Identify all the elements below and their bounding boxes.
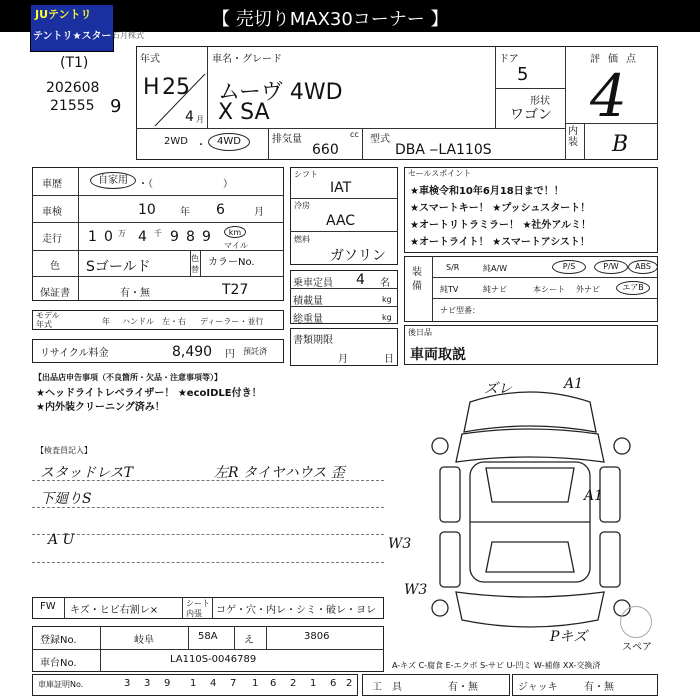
cert-digit: 9 bbox=[164, 678, 171, 689]
car-diagram bbox=[400, 372, 662, 640]
sales-point-line: ★オートライト！ ★スマートアシスト！ bbox=[410, 237, 590, 248]
tools-label: 工具 bbox=[372, 682, 412, 693]
displacement-unit: cc bbox=[350, 130, 359, 139]
inspector-note: 下廻りS bbox=[40, 491, 92, 507]
recycle-deposit: 預託済 bbox=[243, 347, 267, 356]
equip-airbag: エアB bbox=[616, 281, 650, 295]
interior-value: B bbox=[612, 132, 629, 157]
cert-digit: 3 bbox=[124, 678, 131, 689]
registration-pref: 岐阜 bbox=[134, 635, 154, 646]
banner-title: 【 売切りMAX30コーナー 】 bbox=[212, 9, 449, 30]
company-stamp: 石月株式 bbox=[112, 31, 144, 40]
equip-pw: P/W bbox=[594, 260, 628, 274]
drive-opt1: 2WD bbox=[164, 136, 188, 147]
inspector-note: 左R タイヤハウス 歪 bbox=[214, 465, 345, 481]
mileage-label: 走行 bbox=[42, 234, 62, 245]
fw-seat-text: コゲ・穴・内レ・シミ・破レ・ヨレ bbox=[216, 605, 376, 616]
sales-point-line: ★オートリトラミラー！ ★社外アルミ！ bbox=[410, 220, 592, 231]
color-change-2: 替 bbox=[191, 265, 199, 274]
shift-value: IAT bbox=[330, 180, 352, 196]
cert-digit: 6 bbox=[270, 678, 277, 689]
drive-sep: ・ bbox=[196, 140, 206, 151]
history-rest: ・（ ） bbox=[138, 179, 233, 190]
doc-deadline-month: 月 bbox=[338, 354, 348, 365]
car-name-label: 車名・グレード bbox=[212, 54, 282, 65]
equip-seat: 本シート bbox=[533, 285, 565, 294]
inspection-month-unit: 月 bbox=[254, 207, 264, 218]
cert-digit: 2 bbox=[290, 678, 297, 689]
year-month-unit: 月 bbox=[196, 115, 204, 124]
diagram-mark-slip: ズレ bbox=[484, 381, 512, 397]
spare-label: スペア bbox=[622, 642, 652, 653]
diagram-mark-a1-side: A1 bbox=[584, 488, 604, 504]
inspection-year: 10 bbox=[138, 202, 156, 218]
fuel-label: 燃料 bbox=[294, 235, 310, 244]
jack-label: ジャッキ bbox=[518, 682, 558, 693]
mileage-d2: 0 bbox=[104, 229, 113, 245]
warranty-label: 保証書 bbox=[40, 288, 70, 299]
grade-score-label: 評価点 bbox=[590, 54, 644, 65]
gross-label: 総重量 bbox=[293, 314, 323, 325]
equip-ps: P/S bbox=[552, 260, 586, 274]
cert-digit: 7 bbox=[230, 678, 237, 689]
cert-digit: 1 bbox=[190, 678, 197, 689]
shift-label: シフト bbox=[294, 170, 318, 179]
equip-abs: ABS bbox=[628, 260, 658, 274]
color-label: 色 bbox=[50, 261, 60, 272]
cert-digit: 3 bbox=[144, 678, 151, 689]
equipment-label: 装備 bbox=[412, 267, 422, 292]
logo-line1: JUテントリ bbox=[35, 8, 92, 21]
doors-label: ドア bbox=[499, 54, 519, 65]
mileage-km: km bbox=[224, 226, 246, 238]
inspection-label: 車検 bbox=[42, 207, 62, 218]
fw-seat-label2: 内張 bbox=[186, 609, 202, 618]
lot-number2: 21555 bbox=[50, 98, 95, 114]
inspector-label: 【検査員記入】 bbox=[36, 446, 92, 455]
inspection-month: 6 bbox=[216, 202, 225, 218]
recycle-unit: 円 bbox=[225, 349, 235, 360]
fuel-value: ガソリン bbox=[330, 248, 386, 264]
fw-text: キズ・ヒビ右割レ× bbox=[70, 605, 159, 616]
equip-tv: 純TV bbox=[440, 285, 459, 294]
lot-number1: 202608 bbox=[46, 80, 100, 96]
model-year-label2: 年式 bbox=[36, 320, 52, 329]
mileage-d3: 4 bbox=[138, 229, 147, 245]
logo bbox=[30, 4, 114, 52]
displacement-label: 排気量 bbox=[272, 134, 302, 145]
color-change-1: 色 bbox=[191, 254, 199, 263]
interior-label: 内装 bbox=[568, 126, 578, 148]
equip-sr: S/R bbox=[446, 263, 460, 272]
equip-aw: 純A/W bbox=[483, 264, 508, 273]
mileage-d5: 8 bbox=[186, 229, 195, 245]
lot-digit: 9 bbox=[110, 96, 122, 117]
jack-value: 有・無 bbox=[584, 682, 614, 693]
car-grade: X SA bbox=[218, 100, 270, 125]
cert-digit: 1 bbox=[310, 678, 317, 689]
diagram-mark-w3-bottom: W3 bbox=[404, 582, 428, 598]
year-era: H bbox=[143, 75, 160, 100]
year-label: 年式 bbox=[140, 54, 160, 65]
drive-opt2: 4WD bbox=[208, 133, 250, 151]
shape-value: ワゴン bbox=[510, 107, 552, 123]
recycle-label: リサイクル料金 bbox=[40, 348, 109, 359]
tools-value: 有・無 bbox=[448, 682, 478, 693]
chassis-label: 車台No. bbox=[40, 658, 77, 669]
inspection-year-unit: 年 bbox=[180, 207, 190, 218]
aircon-label: 冷房 bbox=[294, 201, 310, 210]
later-date-value: 車両取説 bbox=[410, 347, 466, 363]
year-divider bbox=[150, 72, 210, 128]
shape-label: 形状 bbox=[530, 96, 550, 107]
chassis-value: LA110S-0046789 bbox=[170, 654, 257, 665]
fw-label: FW bbox=[40, 601, 56, 612]
model-year-handle: ハンドル 左・右 bbox=[122, 317, 186, 326]
sales-point-line: ★車検令和10年6月18日まで！！ bbox=[410, 186, 564, 197]
gross-unit: kg bbox=[382, 313, 392, 322]
inspector-note: スタッドレスT bbox=[40, 465, 133, 481]
inspector-note: A U bbox=[48, 532, 75, 548]
cert-digit: 4 bbox=[210, 678, 217, 689]
history-value: 自家用 bbox=[90, 172, 136, 189]
mileage-d1: 1 bbox=[88, 229, 97, 245]
history-label: 車歴 bbox=[42, 179, 62, 190]
mileage-d6: 9 bbox=[202, 229, 211, 245]
capacity-label: 乗車定員 bbox=[293, 278, 333, 289]
displacement-value: 660 bbox=[312, 142, 339, 158]
sales-points-label: セールスポイント bbox=[408, 169, 472, 178]
registration-kana: え bbox=[244, 635, 254, 646]
capacity-value: 4 bbox=[356, 272, 365, 288]
year-month: 4 bbox=[185, 109, 194, 125]
equip-ext-navi: 外ナビ bbox=[576, 285, 600, 294]
damage-legend: A-キズ C-腐食 E-エクボ S-サビ U-凹ミ W-補修 XX-交換済 bbox=[392, 661, 601, 670]
model-year-label1: モデル bbox=[36, 311, 60, 320]
cert-digit: 1 bbox=[252, 678, 259, 689]
logo-line2: テントリ★スター bbox=[33, 31, 112, 42]
model-label: 型式 bbox=[370, 134, 390, 145]
sales-point-line: ★スマートキー！ ★プッシュスタート！ bbox=[410, 203, 591, 214]
cert-label: 車庫証明No. bbox=[38, 680, 84, 689]
model-value: DBA ‒LA110S bbox=[395, 142, 492, 158]
fw-seat-label1: シート bbox=[186, 599, 210, 608]
color-no-label: カラーNo. bbox=[208, 257, 255, 268]
doors-value: 5 bbox=[517, 64, 529, 85]
grade-score-value: 4 bbox=[590, 62, 627, 130]
exhibitor-line: ★内外装クリーニング済み！ bbox=[36, 402, 165, 413]
registration-num: 3806 bbox=[304, 631, 330, 642]
mileage-man: 万 bbox=[118, 229, 126, 238]
model-year-dealer: ディーラー・並行 bbox=[200, 317, 264, 326]
aircon-value: AAC bbox=[326, 213, 356, 229]
capacity-unit: 名 bbox=[380, 278, 390, 289]
equip-navi-model: ナビ型番： bbox=[440, 306, 480, 315]
load-label: 積載量 bbox=[293, 296, 323, 307]
load-unit: kg bbox=[382, 295, 392, 304]
mileage-mile: マイル bbox=[224, 241, 248, 250]
doc-deadline-label: 書類期限 bbox=[293, 335, 333, 346]
warranty-value: 有・無 bbox=[120, 288, 150, 299]
year-num: 25 bbox=[162, 75, 190, 100]
doc-deadline-day: 日 bbox=[384, 354, 394, 365]
model-year-year: 年 bbox=[102, 317, 110, 326]
spare-tire-icon bbox=[620, 606, 652, 638]
color-value: Sゴールド bbox=[86, 259, 151, 275]
diagram-mark-w3-left: W3 bbox=[388, 536, 412, 552]
diagram-mark-p-scratch: Pキズ bbox=[550, 629, 588, 645]
registration-label: 登録No. bbox=[40, 635, 77, 646]
mileage-sen: 千 bbox=[154, 229, 162, 238]
later-date-label: 後日品 bbox=[408, 328, 432, 337]
exhibitor-label: 【出品店申告事項（不良箇所・欠品・注意事項等）】 bbox=[34, 373, 222, 382]
car-name: ムーヴ 4WD bbox=[218, 80, 343, 105]
mileage-d4: 9 bbox=[170, 229, 179, 245]
diagram-mark-a1-top: A1 bbox=[564, 376, 584, 392]
lot-tag: (T1) bbox=[60, 55, 89, 71]
equip-navi: 純ナビ bbox=[483, 285, 507, 294]
cert-digit: 2 bbox=[346, 678, 353, 689]
registration-class: 58A bbox=[198, 631, 218, 642]
recycle-value: 8,490 bbox=[172, 344, 213, 360]
color-no: T27 bbox=[222, 282, 249, 298]
cert-digit: 6 bbox=[330, 678, 337, 689]
exhibitor-line: ★ヘッドライトレベライザー！ ★ecoIDLE付き！ bbox=[36, 388, 262, 399]
